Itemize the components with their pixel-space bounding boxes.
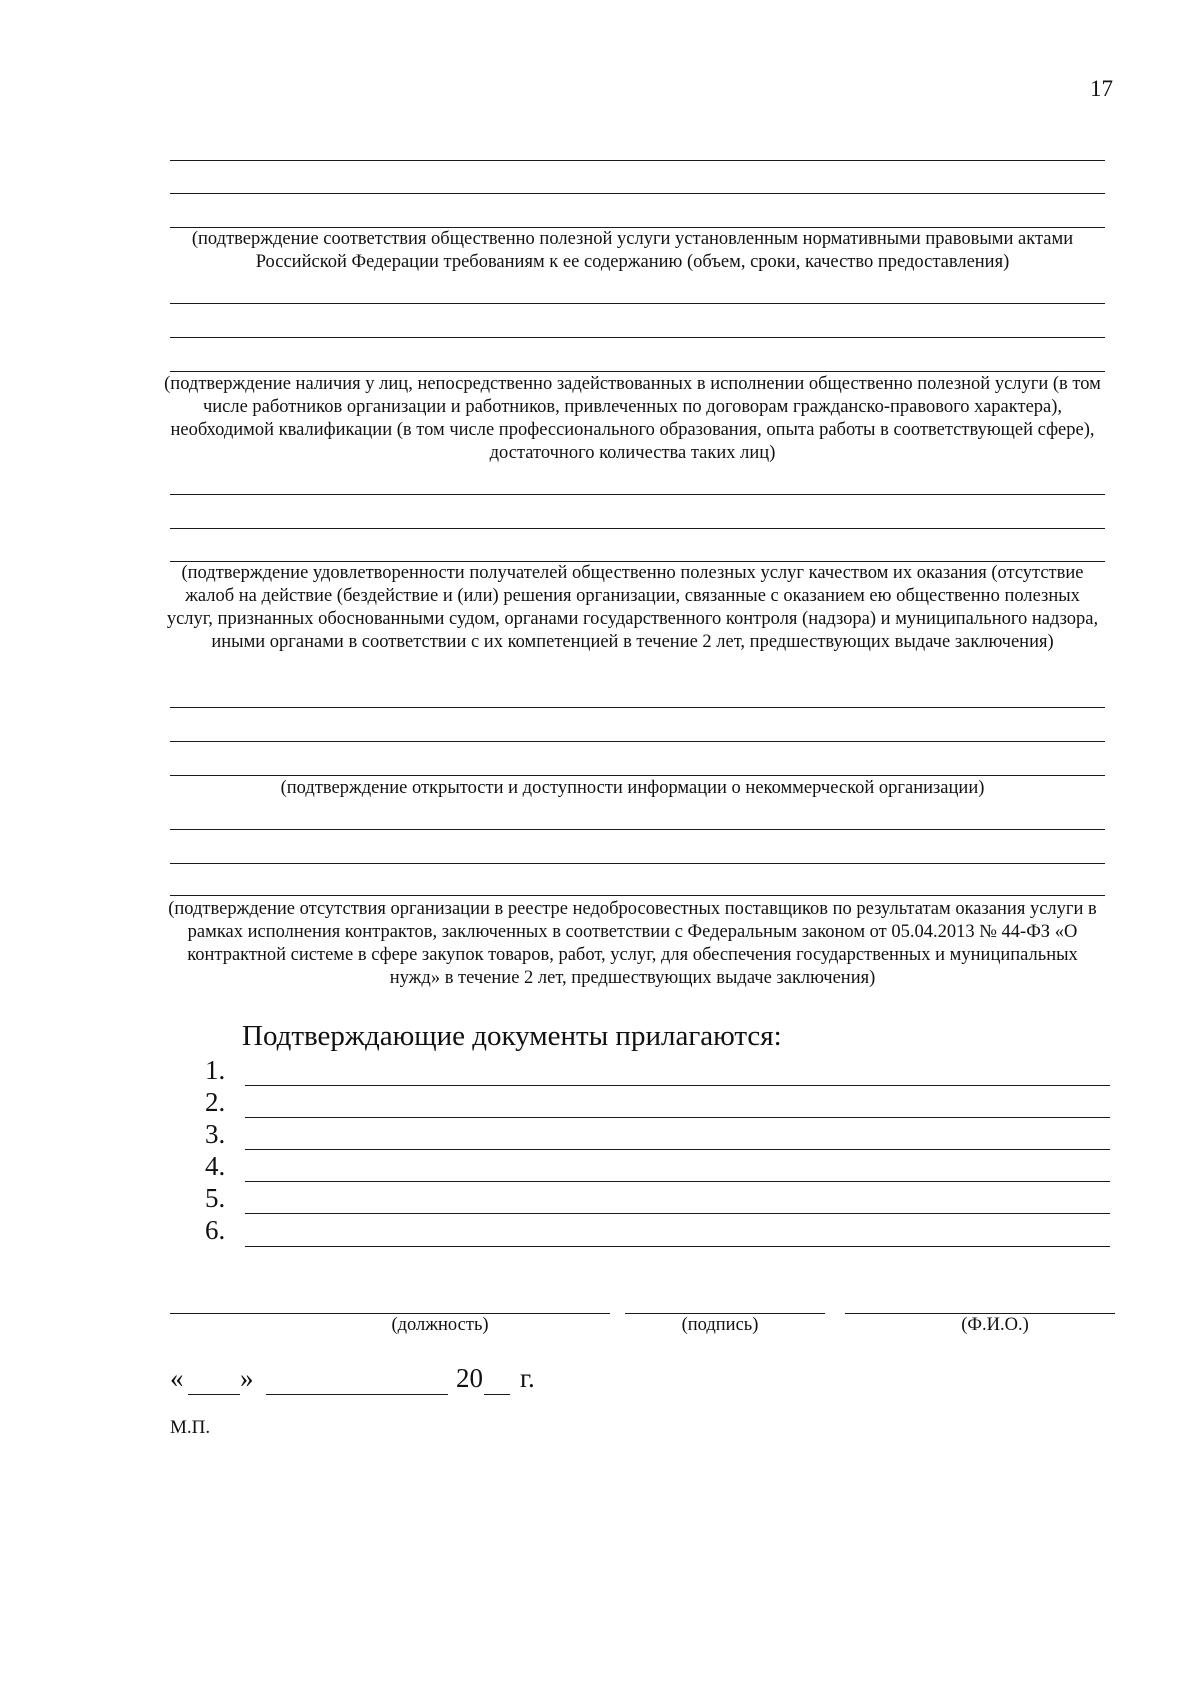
position-field[interactable] [170,1313,610,1314]
fill-line[interactable] [170,160,1105,161]
document-fill-line[interactable] [245,1246,1110,1247]
date-day-field[interactable] [188,1394,240,1395]
name-label: (Ф.И.О.) [961,1315,1029,1335]
fill-line[interactable] [170,371,1105,372]
fill-line[interactable] [170,303,1105,304]
documents-title: Подтверждающие документы прилагаются: [242,1020,782,1052]
signature-field[interactable] [625,1313,825,1314]
document-fill-line[interactable] [245,1213,1110,1214]
position-label: (должность) [391,1315,489,1335]
fill-line[interactable] [170,193,1105,194]
date-year-prefix: 20 [456,1363,483,1393]
section-caption: (подтверждение соответствия общественно полезной услуги установленным нормативными правовыми актами Российской Федерации требованиям к ее содержанию (объем, сроки, качество предоставления) [191,229,1074,272]
document-fill-line[interactable] [245,1085,1110,1086]
stamp-label: М.П. [170,1417,211,1438]
fill-line[interactable] [170,829,1105,830]
date-year-suffix: г. [520,1363,535,1393]
section-caption: (подтверждение наличия у лиц, непосредственно задействованных в исполнении общественно полезной услуги (в том числе работников организации и работников, привлеченных по договорам гражданско-правового характера), необходимой квалификации (в том числе профессионального образования, опыта работы в соответствующей сфере), достаточного количества таких лиц) [164,374,1101,463]
document-number: 2. [205,1087,226,1117]
section-caption: (подтверждение открытости и доступности информации о некоммерческой организации) [280,778,985,798]
document-number: 3. [205,1119,226,1149]
document-fill-line[interactable] [245,1181,1110,1182]
document-fill-line[interactable] [245,1117,1110,1118]
document-number: 6. [205,1215,226,1245]
section-caption: (подтверждение удовлетворенности получателей общественно полезных услуг качеством их оказания (отсутствие жалоб на действие (бездействие и (или) решения организации, связанные с оказанием ею общественно полезных услуг, признанных обоснованными судом, органами государственного контроля (надзора) и муниципального надзора, иными органами в соответствии с их компетенцией в течение 2 лет, предшествующих выдаче заключения) [166,563,1099,652]
date-close-quote: » [240,1363,254,1393]
fill-line[interactable] [170,895,1105,896]
fill-line[interactable] [170,775,1105,776]
fill-line[interactable] [170,337,1105,338]
fill-line[interactable] [170,741,1105,742]
signature-label: (подпись) [681,1315,759,1335]
fill-line[interactable] [170,528,1105,529]
document-number: 4. [205,1151,226,1181]
date-year-field[interactable] [484,1394,510,1395]
page-number: 17 [1090,76,1113,101]
date-month-field[interactable] [266,1394,448,1395]
document-number: 5. [205,1183,226,1213]
document-number: 1. [205,1055,226,1085]
fill-line[interactable] [170,863,1105,864]
document-fill-line[interactable] [245,1149,1110,1150]
section-caption: (подтверждение отсутствия организации в реестре недобросовестных поставщиков по результатам оказания услуги в рамках исполнения контрактов, заключенных в соответствии с Федеральным законом от 05.04.2013 № 44-ФЗ «О контрактной системе в сфере закупок товаров, работ, услуг, для обеспечения государственных и муниципальных нужд» в течение 2 лет, предшествующих выдаче заключения) [168,899,1097,988]
fill-line[interactable] [170,707,1105,708]
fill-line[interactable] [170,494,1105,495]
date-open-quote: « [170,1363,184,1393]
name-field[interactable] [845,1313,1115,1314]
